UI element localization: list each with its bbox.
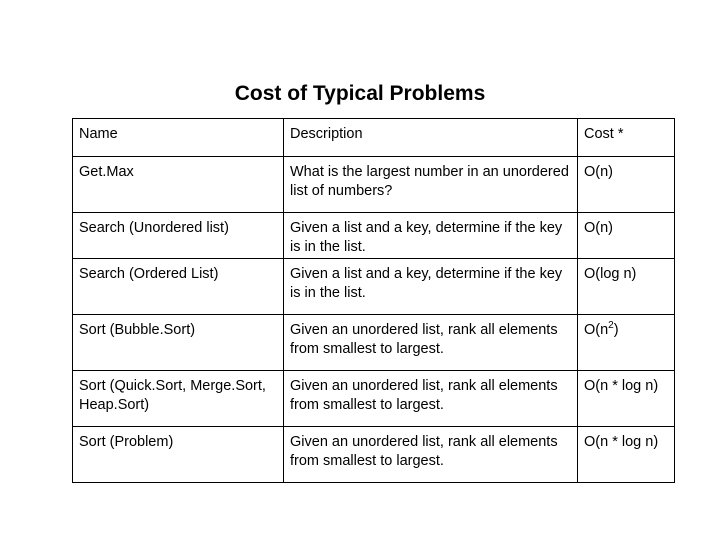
- row-description: Given an unordered list, rank all elements from smallest to largest.: [284, 427, 578, 483]
- row-description: Given an unordered list, rank all elements from smallest to largest.: [284, 371, 578, 427]
- table-row-sort-problem: [73, 427, 675, 483]
- table-row-search-unordered: [73, 213, 675, 259]
- row-name: Search (Unordered list): [73, 213, 284, 259]
- slide-title: Cost of Typical Problems: [234, 82, 486, 105]
- cost-table: [72, 118, 675, 483]
- row-cost: [578, 315, 675, 371]
- row-description: What is the largest number in an unordered list of numbers?: [284, 157, 578, 213]
- table-row-getmax: [73, 157, 675, 213]
- row-name: Sort (Quick.Sort, Merge.Sort, Heap.Sort): [73, 371, 284, 427]
- row-cost: O(n * log n): [578, 371, 675, 427]
- row-description: Given a list and a key, determine if the key is in the list.: [284, 213, 578, 259]
- row-cost: O(log n): [578, 259, 675, 315]
- row-name: Get.Max: [73, 157, 284, 213]
- table-row-bubble-sort: [73, 315, 675, 371]
- cost-close: ): [613, 322, 619, 338]
- row-name: Sort (Bubble.Sort): [73, 315, 284, 371]
- table-row-quick-sort: [73, 371, 675, 427]
- row-cost: O(n): [578, 213, 675, 259]
- row-name: Sort (Problem): [73, 427, 284, 483]
- header-description: Description: [284, 119, 578, 157]
- row-name: Search (Ordered List): [73, 259, 284, 315]
- row-cost: O(n): [578, 157, 675, 213]
- cost-exponent: 2: [608, 320, 614, 332]
- row-description: Given an unordered list, rank all elements from smallest to largest.: [284, 315, 578, 371]
- row-description: Given a list and a key, determine if the key is in the list.: [284, 259, 578, 315]
- table-header-row: [73, 119, 675, 157]
- header-name: Name: [73, 119, 284, 157]
- header-cost: Cost *: [578, 119, 675, 157]
- row-cost: O(n * log n): [578, 427, 675, 483]
- table-row-search-ordered: [73, 259, 675, 315]
- cost-base: O(n: [584, 322, 609, 338]
